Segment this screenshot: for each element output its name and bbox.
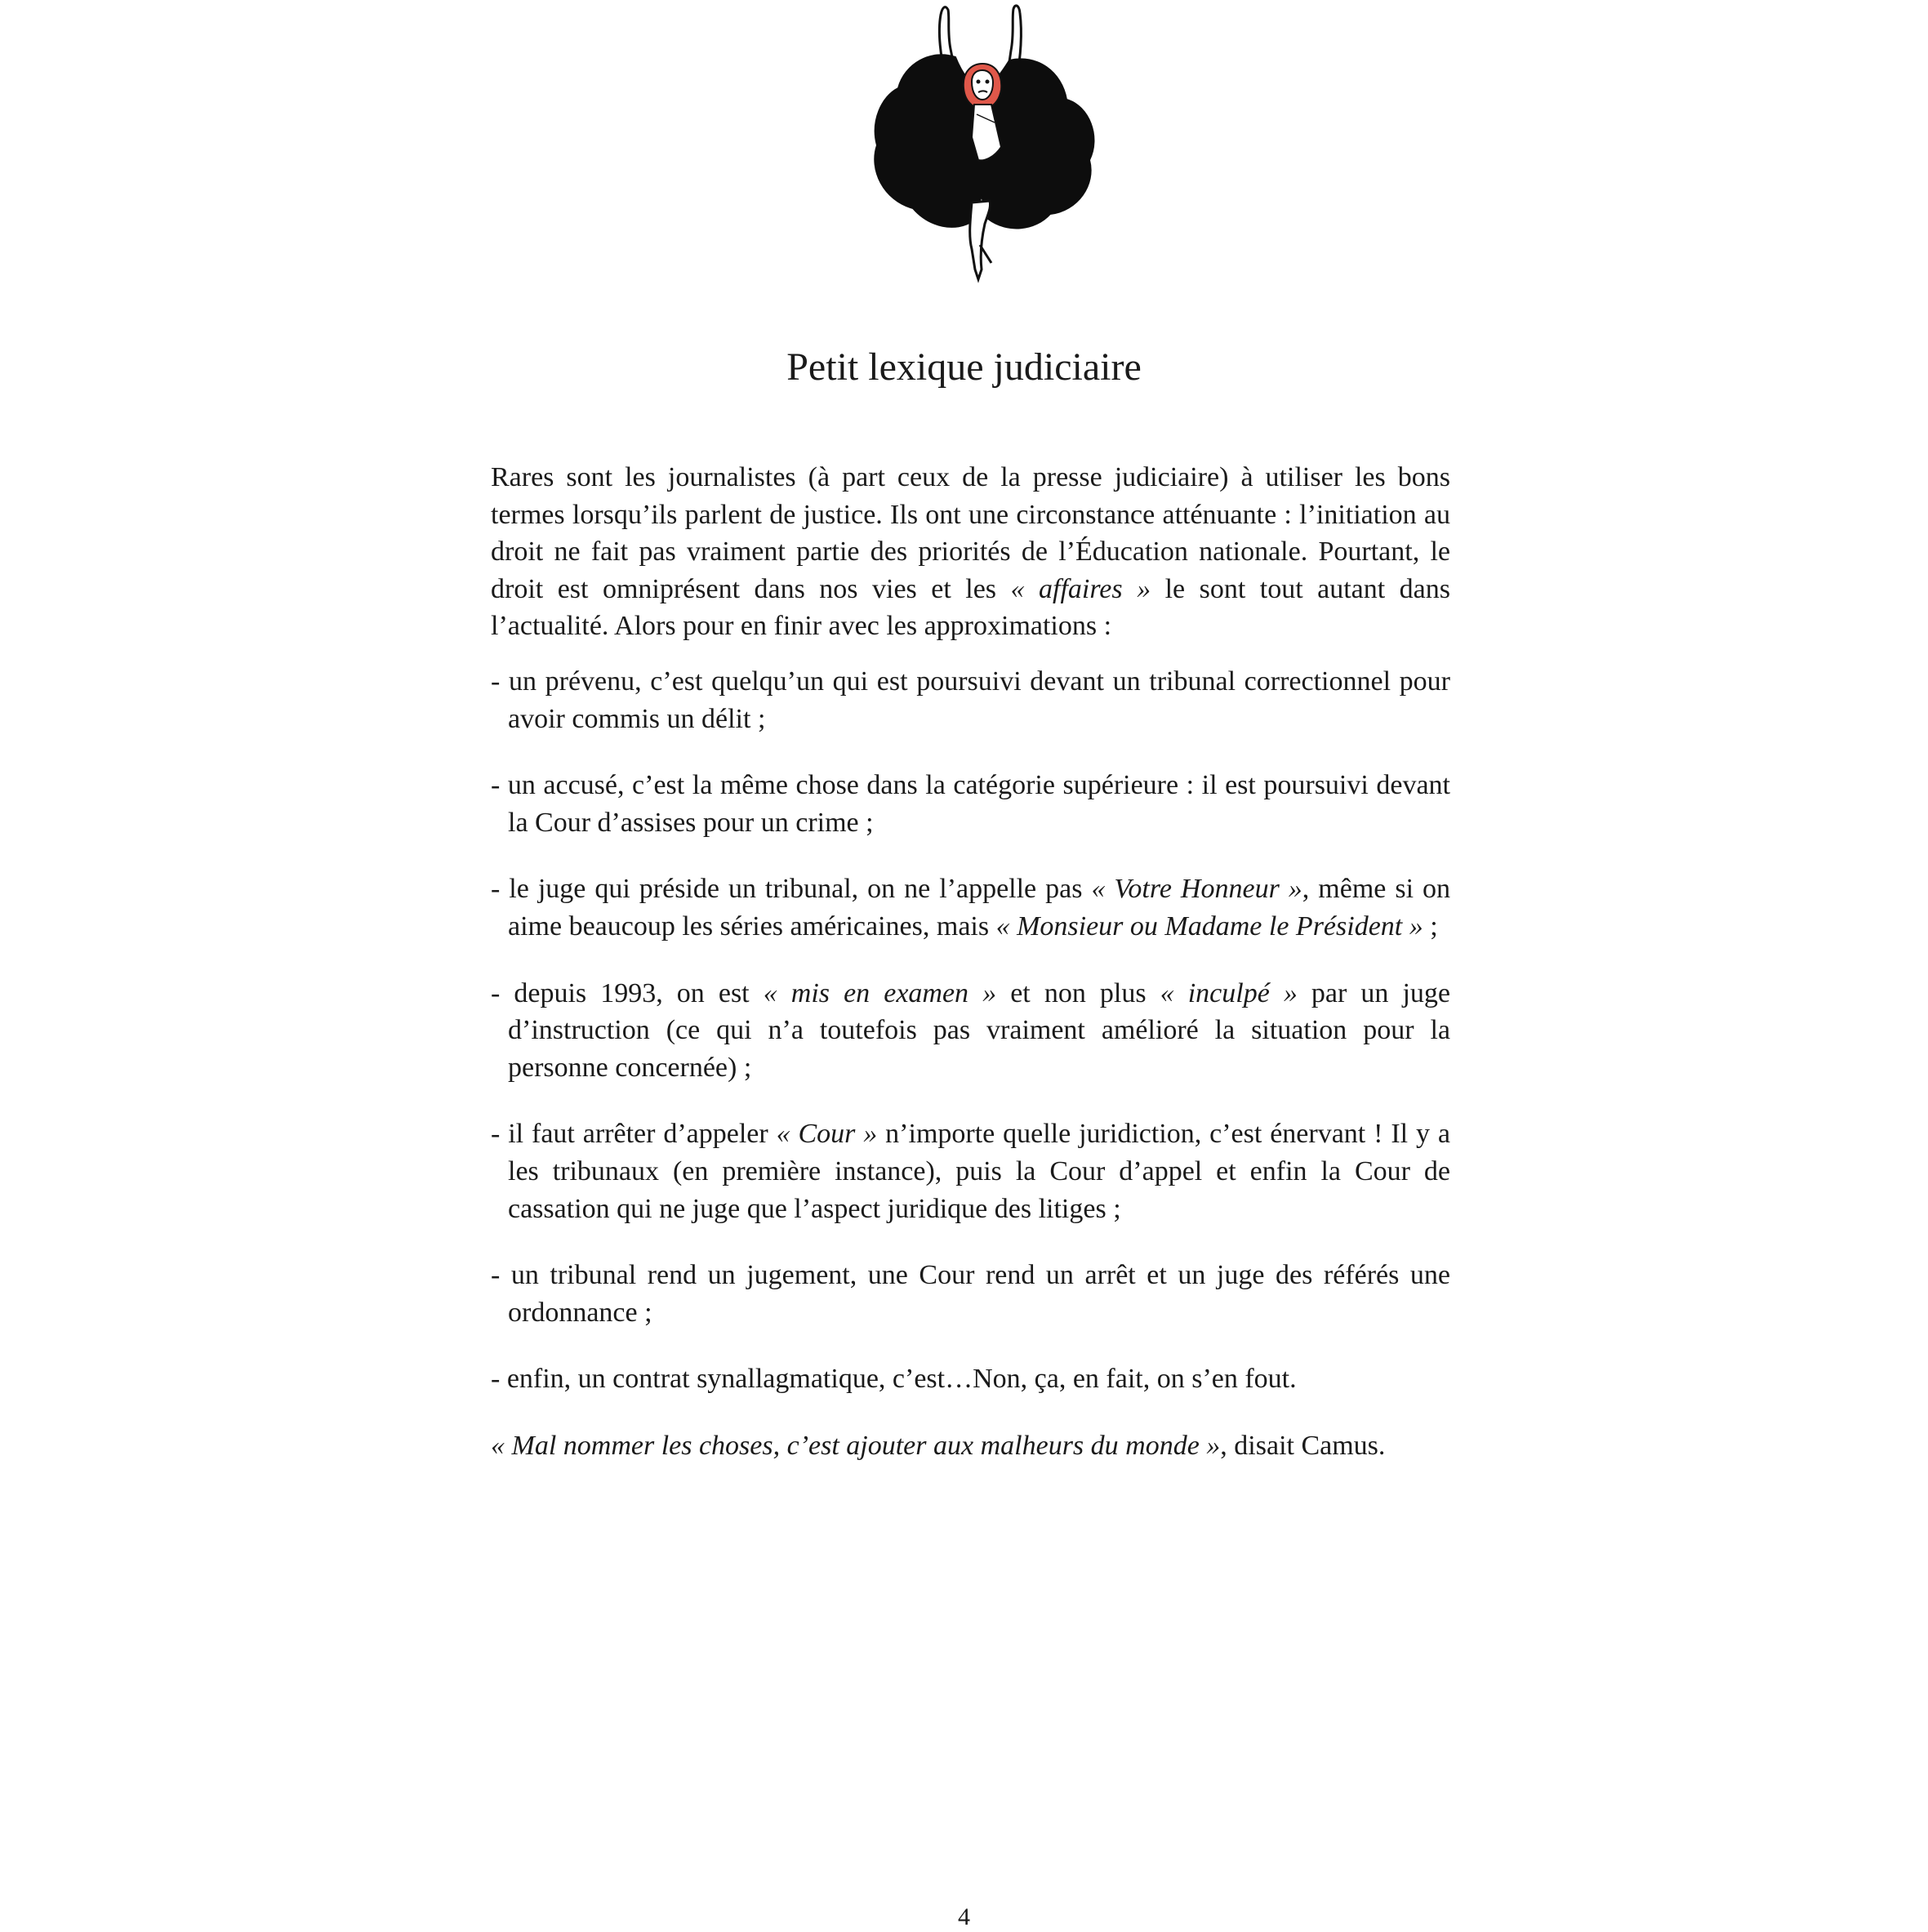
list-item: - un accusé, c’est la même chose dans la catégorie supérieure : il est poursuivi devant la Cour d’assises pour un crime ; xyxy=(491,770,1450,838)
list-item: - il faut arrêter d’appeler « Cour » n’importe quelle juridiction, c’est énervant ! Il y a les tribunaux (en première instance), puis la Cour d’appel et enfin la Cour de cassation qui ne juge que l’aspect juridique des litiges ; xyxy=(491,1119,1450,1224)
face-icon xyxy=(972,70,993,100)
judge-in-black-robe-illustration xyxy=(841,0,1119,286)
list-item: - depuis 1993, on est « mis en examen » et non plus « inculpé » par un juge d’instruction (ce qui n’a toutefois pas vraiment amélioré la situation pour la personne concernée) ; xyxy=(491,977,1451,1083)
legs-icon xyxy=(970,201,991,279)
list-item: - le juge qui préside un tribunal, on ne l’appelle pas « Votre Honneur », même si on aime beaucoup les séries américaines, mais « Monsieur ou Madame le Président » ; xyxy=(491,874,1450,942)
list-item: - un prévenu, c’est quelqu’un qui est poursuivi devant un tribunal correctionnel pour avoir commis un délit ; xyxy=(491,666,1450,734)
lexicon-body xyxy=(491,459,1450,1464)
page-number: 4 xyxy=(958,1903,970,1930)
camus-quote: « Mal nommer les choses, c’est ajouter aux malheurs du monde », disait Camus. xyxy=(491,1430,1386,1461)
list-item: - un tribunal rend un jugement, une Cour rend un arrêt et un juge des référés une ordonnance ; xyxy=(491,1260,1450,1328)
list-item: - enfin, un contrat synallagmatique, c’est…Non, ça, en fait, on s’en fout. xyxy=(491,1364,1297,1395)
page-title: Petit lexique judiciaire xyxy=(786,345,1142,389)
intro-paragraph: Rares sont les journalistes (à part ceux de la presse judiciaire) à utiliser les bons termes lorsqu’ils parlent de justice. Ils ont une circonstance atténuante : l’initiation au droit ne fait pas vraiment partie des priorités de l’Éducation nationale. Pourtant, le droit est omniprésent dans nos vies et les « affaires » le sont tout autant dans l’actualité. Alors pour en finir avec les approximations : xyxy=(491,462,1450,642)
